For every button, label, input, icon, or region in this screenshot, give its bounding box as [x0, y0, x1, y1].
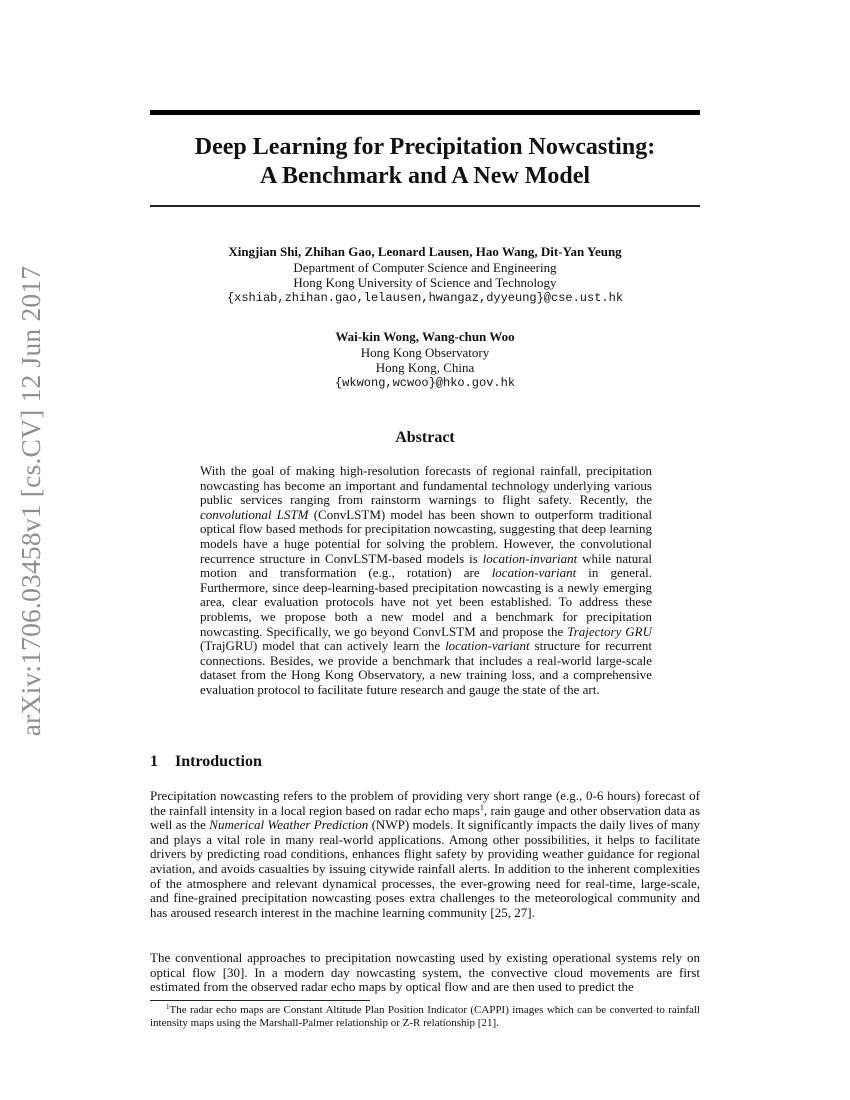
- paper-title: [150, 133, 700, 191]
- intro-paragraph-2: The conventional approaches to precipitation nowcasting used by existing operational systems rely on optical flow [30]. In a modern day nowcasting system, the convective cloud movements are first estimated from the observed radar echo maps by optical flow and are then used to predict the: [150, 950, 700, 995]
- title-bottom-rule: [150, 205, 700, 207]
- abstract-text: structure for recurrent connections. Besides, we provide a benchmark that includes a real-world large-scale dataset from the Hong Kong Observatory, a new training loss, and a comprehensive evaluation protocol to facilitate future research and gauge the state of the art.: [200, 638, 652, 697]
- author-affiliation: Department of Computer Science and Engineering: [293, 259, 557, 275]
- body-text: (NWP) models. It significantly impacts the daily lives of many and plays a vital role in many real-world applications. Among other possibilities, it helps to facilitate drivers by predicting road conditions, enhances flight safety by providing weather guidance for regional aviation, and avoids casualties by issuing citywide rainfall alerts. In addition to the inherent complexities of the atmosphere and relevant dynamical processes, the ever-growing need for real-time, large-scale, and fine-grained precipitation nowcasting poses extra challenges to the meteorological community and has aroused research interest in the machine learning community [25, 27].: [150, 817, 701, 920]
- footnote-text: The radar echo maps are Constant Altitude Plan Position Indicator (CAPPI) images which can be converted to rainfall intensity maps using the Marshall-Palmer relationship or Z-R relationship [21].: [150, 1004, 700, 1030]
- author-affiliation: Hong Kong, China: [375, 360, 475, 375]
- footnote-rule: [150, 1000, 370, 1001]
- abstract-text: while natural motion and transformation (e.g., rotation) are: [200, 550, 652, 581]
- section-title: Introduction: [175, 753, 262, 770]
- author-affiliation: Hong Kong University of Science and Technology: [293, 275, 557, 290]
- intro-paragraph-1: [150, 789, 700, 920]
- author-block-hkust: [150, 244, 700, 306]
- body-text: , rain gauge and other observation data as well as the: [150, 802, 700, 833]
- arxiv-identifier[interactable]: arXiv:1706.03458v1 [cs.CV] 12 Jun 2017: [15, 265, 46, 737]
- body-text: Precipitation nowcasting refers to the problem of providing very short range (e.g., 0-6 hours) forecast of the rainfall intensity in a local region based on radar echo maps: [150, 788, 700, 818]
- author-block-hko: [150, 329, 700, 391]
- arxiv-stamp: [9, 265, 53, 737]
- abstract-emphasis: location-variant: [491, 565, 577, 581]
- footnote-marker[interactable]: 1: [479, 802, 484, 812]
- abstract-text: (ConvLSTM) model has been shown to outperform traditional optical flow based methods for precipitation nowcasting, suggesting that deep learning models have a huge potential for solving the problem. However, the convolutional recurrence structure in ConvLSTM-based models is: [200, 506, 652, 566]
- abstract-body: [200, 464, 652, 698]
- abstract-heading: Abstract: [395, 429, 455, 446]
- body-emphasis: Numerical Weather Prediction: [209, 817, 369, 833]
- author-email[interactable]: {xshiab,zhihan.gao,lelausen,hwangaz,dyyeung}@cse.ust.hk: [226, 290, 624, 305]
- abstract-emphasis: Trajectory GRU: [567, 623, 652, 639]
- abstract-emphasis: convolutional LSTM: [200, 506, 309, 522]
- title-line-1: Deep Learning for Precipitation Nowcasting:: [194, 134, 656, 160]
- section-heading-introduction: [150, 753, 262, 771]
- author-affiliation: Hong Kong Observatory: [360, 344, 490, 360]
- author-email[interactable]: {wkwong,wcwoo}@hko.gov.hk: [334, 375, 516, 390]
- abstract-text: (TrajGRU) model that can actively learn the: [200, 638, 446, 654]
- title-top-rule: [150, 110, 700, 115]
- title-line-2: A Benchmark and A New Model: [259, 163, 591, 189]
- section-number: 1: [150, 753, 158, 770]
- abstract-text: in general. Furthermore, since deep-learning-based precipitation nowcasting is a newly emerging area, clear evaluation protocols have not yet been established. To address these problems, we propose both a new model and a benchmark for precipitation nowcasting. Specifically, we go beyond ConvLSTM and propose the: [200, 565, 652, 639]
- abstract-emphasis: location-variant: [445, 638, 530, 654]
- author-names: Wai-kin Wong, Wang-chun Woo: [335, 329, 515, 344]
- abstract-text: With the goal of making high-resolution forecasts of regional rainfall, precipitation nowcasting has become an important and fundamental technology underlying various public services ranging from rainstorm warnings to flight safety. Recently, the: [200, 463, 652, 508]
- footnote-mark: 1: [166, 1003, 170, 1011]
- footnote: [150, 1004, 700, 1030]
- abstract-emphasis: location-invariant: [482, 550, 578, 566]
- author-names: Xingjian Shi, Zhihan Gao, Leonard Lausen, Hao Wang, Dit-Yan Yeung: [228, 244, 622, 259]
